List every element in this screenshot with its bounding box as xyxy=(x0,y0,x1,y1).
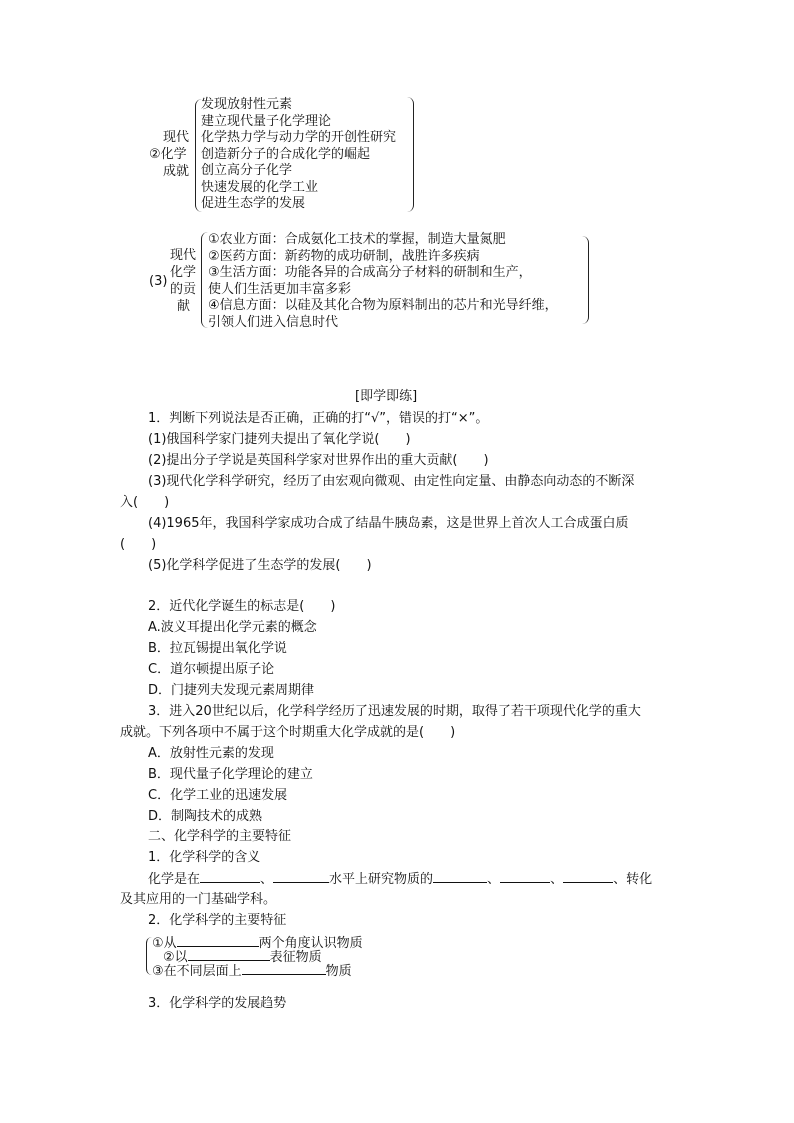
q1-stem: 1．判断下列说法是否正确，正确的打“√”，错误的打“×”。 xyxy=(148,411,489,426)
definition-line xyxy=(148,870,652,888)
contributions-number: (3) xyxy=(149,274,168,289)
q1-statement: (4)1965年，我国科学家成功合成了结晶牛胰岛素，这是世界上首次人工合成蛋白质 xyxy=(148,516,629,531)
practice-title: [即学即练] xyxy=(355,389,418,404)
achievement-item: 快速发展的化学工业 xyxy=(201,180,319,195)
feature-text: ②以 xyxy=(163,950,188,965)
subheading-features: 2．化学科学的主要特征 xyxy=(148,913,287,928)
achievement-item: 建立现代量子化学理论 xyxy=(201,114,332,129)
achievement-item: 化学热力学与动力学的开创性研究 xyxy=(201,130,397,145)
contributions-label-1: 现代 xyxy=(170,248,197,263)
q3-option-d: D．制陶技术的成熟 xyxy=(148,809,263,824)
contribution-item: ②医药方面：新药物的成功研制，战胜许多疾病 xyxy=(208,249,480,264)
definition-text: 、 xyxy=(260,872,274,887)
contribution-item: ④信息方面：以硅及其化合物为原料制出的芯片和光导纤维， xyxy=(208,298,558,313)
q1-statement: (2)提出分子学说是英国科学家对世界作出的重大贡献( ) xyxy=(148,453,489,468)
q1-statement-cont: 入( ) xyxy=(120,495,170,510)
contributions-label-3: 的贡 xyxy=(170,282,197,297)
feature-line xyxy=(152,962,352,980)
definition-text: 、转化 xyxy=(613,872,653,887)
feature-text: ①从 xyxy=(152,936,177,951)
definition-text: 化学是在 xyxy=(148,872,201,887)
blank-field[interactable] xyxy=(188,948,270,961)
blank-field[interactable] xyxy=(563,870,613,883)
definition-line-2: 及其应用的一门基础学科。 xyxy=(120,892,277,907)
q1-statement: (3)现代化学科学研究，经历了由宏观向微观、由定性向定量、由静态向动态的不断深 xyxy=(148,474,635,489)
achievement-item: 创立高分子化学 xyxy=(201,163,293,178)
right-brace xyxy=(407,97,414,212)
right-brace xyxy=(582,236,589,324)
q1-statement: (1)俄国科学家门捷列夫提出了氧化学说( ) xyxy=(148,432,411,447)
definition-text: 、 xyxy=(550,872,564,887)
contributions-label-4: 献 xyxy=(177,299,191,314)
blank-field[interactable] xyxy=(433,870,487,883)
contribution-item: 使人们生活更加丰富多彩 xyxy=(208,282,352,297)
q3-stem-cont: 成就。下列各项中不属于这个时期重大化学成就的是( ) xyxy=(120,725,456,740)
achievement-item: 创造新分子的合成化学的崛起 xyxy=(201,147,371,162)
definition-text: 水平上研究物质的 xyxy=(329,872,434,887)
definition-text: 、 xyxy=(487,872,501,887)
subheading-definition: 1．化学科学的含义 xyxy=(148,850,261,865)
feature-text: ③在不同层面上 xyxy=(152,964,242,979)
contribution-item: ①农业方面：合成氨化工技术的掌握，制造大量氮肥 xyxy=(208,232,506,247)
q2-option-d: D．门捷列夫发现元素周期律 xyxy=(148,683,315,698)
feature-text: 表征物质 xyxy=(269,950,322,965)
feature-text: 物质 xyxy=(325,964,352,979)
left-brace xyxy=(201,232,208,328)
q2-option-c: C．道尔顿提出原子论 xyxy=(148,662,275,677)
q3-option-a: A．放射性元素的发现 xyxy=(148,746,274,761)
blank-field[interactable] xyxy=(500,870,550,883)
q1-statement-cont: ( ) xyxy=(120,537,157,552)
achievement-item: 发现放射性元素 xyxy=(201,97,293,112)
q3-option-b: B．现代量子化学理论的建立 xyxy=(148,767,313,782)
blank-field[interactable] xyxy=(273,870,329,883)
feature-text: 两个角度认识物质 xyxy=(258,936,363,951)
subheading-trends: 3．化学科学的发展趋势 xyxy=(148,996,287,1011)
blank-field[interactable] xyxy=(177,934,259,947)
q2-option-b: B．拉瓦锡提出氧化学说 xyxy=(148,641,287,656)
contribution-item: ③生活方面：功能各异的合成高分子材料的研制和生产， xyxy=(208,265,532,280)
section-heading: 二、化学科学的主要特征 xyxy=(148,829,292,844)
achievements-label-2: ②化学 xyxy=(149,147,187,162)
achievement-item: 促进生态学的发展 xyxy=(201,196,306,211)
contributions-label-2: 化学 xyxy=(170,265,197,280)
blank-field[interactable] xyxy=(242,962,326,975)
achievements-label-3: 成就 xyxy=(163,164,190,179)
blank-field[interactable] xyxy=(200,870,260,883)
q1-statement: (5)化学科学促进了生态学的发展( ) xyxy=(148,558,372,573)
contribution-item: 引领人们进入信息时代 xyxy=(208,315,339,330)
q2-option-a: A.波义耳提出化学元素的概念 xyxy=(148,620,317,635)
q3-option-c: C．化学工业的迅速发展 xyxy=(148,788,288,803)
q2-stem: 2．近代化学诞生的标志是( ) xyxy=(148,599,336,614)
q3-stem: 3．进入20世纪以后，化学科学经历了迅速发展的时期，取得了若干项现代化学的重大 xyxy=(148,704,641,719)
achievements-label-1: 现代 xyxy=(163,130,190,145)
